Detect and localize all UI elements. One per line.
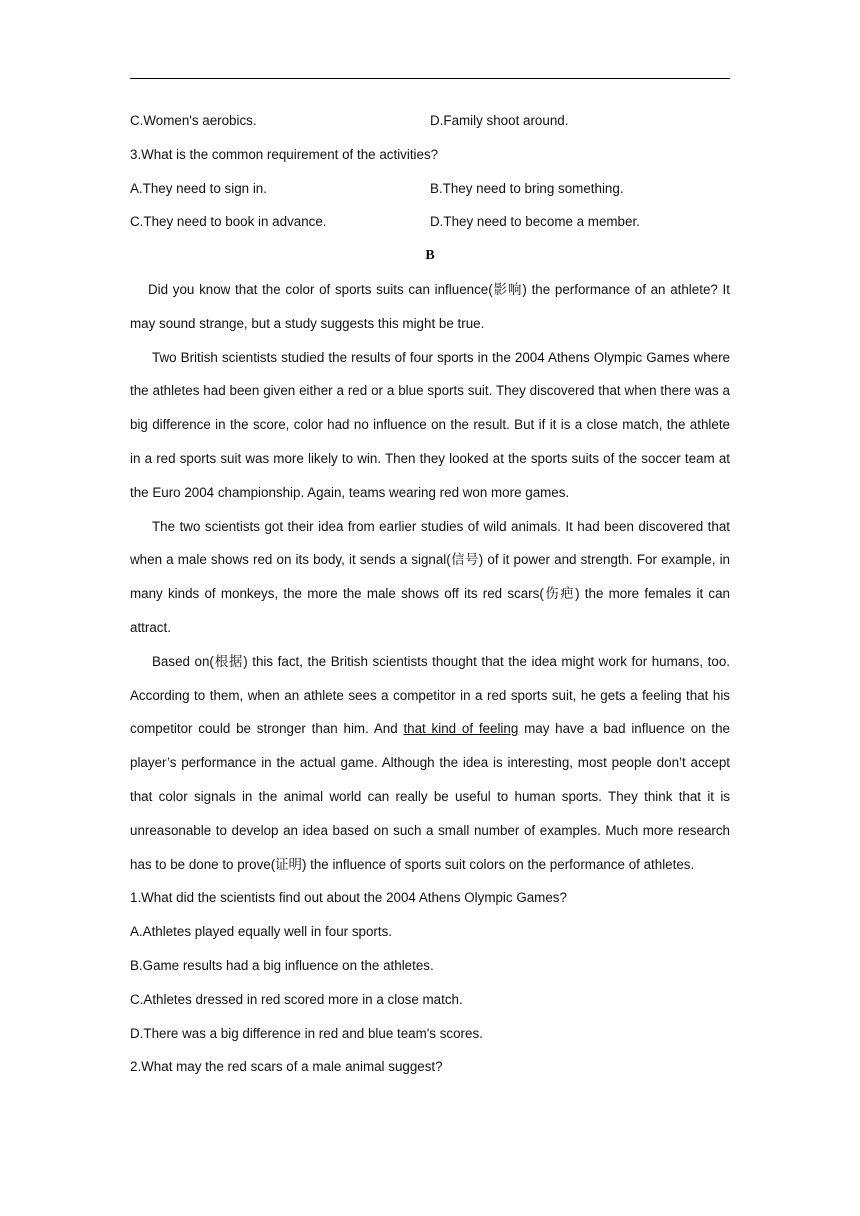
- question-2: 2.What may the red scars of a male animal suggest?: [130, 1059, 443, 1075]
- option-c: C.Athletes dressed in red scored more in a close match.: [130, 991, 463, 1007]
- option-row: [130, 172, 730, 206]
- paragraph-3: [130, 510, 730, 645]
- option-a: A.Athletes played equally well in four sports.: [130, 924, 393, 940]
- option-c: C.They need to book in advance.: [130, 214, 327, 230]
- paragraph-1-text: Did you know that the color of sports suits can influence(影响) the performance of an athlete? It may sound strange, but a study suggests this might be true.: [130, 281, 730, 331]
- question-3: 3.What is the common requirement of the activities?: [130, 146, 439, 162]
- paragraph-4-text-cont: may have a bad influence on the player’s performance in the actual game. Although the idea is interesting, most people don’t accept that color signals in the animal world can really be useful to human sports. They think that it is unreasonable to develop an idea based on such a small number of examples. Much more research has to be done to prove(证明) the influence of sports suit colors on the performance of athletes.: [130, 721, 730, 872]
- paragraph-1: [130, 273, 730, 341]
- paragraph-2-text: Two British scientists studied the results of four sports in the 2004 Athens Olympic Games where the athletes had been given either a red or a blue sports suit. They discovered that when there was a big difference in the score, color had no influence on the result. But if it is a close match, the athlete in a red sports suit was more likely to win. Then they looked at the sports suits of the soccer team at the Euro 2004 championship. Again, teams wearing red won more games.: [130, 349, 730, 500]
- paragraph-3-text: The two scientists got their idea from earlier studies of wild animals. It had been discovered that when a male shows red on its body, it sends a signal(信号) of it power and strength. For example, in many kinds of monkeys, the more the male shows off its red scars(伤疤) the more females it can attract.: [130, 518, 730, 635]
- paragraph-4: [130, 645, 730, 882]
- paragraph-2: [130, 341, 730, 510]
- header-rule: [130, 78, 730, 79]
- option-row: [130, 205, 730, 239]
- option-d: D.There was a big difference in red and blue team's scores.: [130, 1025, 483, 1041]
- paragraph-4-text: Based on(根据) this fact, the British scientists thought that the idea might work for humans, too. According to them, when an athlete sees a competitor in a red sports suit, he gets a feeling that his competitor could be stronger than him. And: [130, 653, 730, 737]
- option-c: C.Women's aerobics.: [130, 113, 257, 128]
- option-b: B.They need to bring something.: [430, 180, 624, 196]
- option-d: D.They need to become a member.: [430, 214, 640, 230]
- option-a: A.They need to sign in.: [130, 180, 267, 196]
- section-title: B: [425, 248, 435, 264]
- option-row: [130, 104, 730, 138]
- document-body: [130, 104, 730, 1084]
- option-b: B.Game results had a big influence on the athletes.: [130, 957, 434, 973]
- option-d: D.Family shoot around.: [430, 113, 569, 128]
- question-1: 1.What did the scientists find out about the 2004 Athens Olympic Games?: [130, 890, 567, 906]
- underlined-phrase: that kind of feeling: [403, 721, 519, 737]
